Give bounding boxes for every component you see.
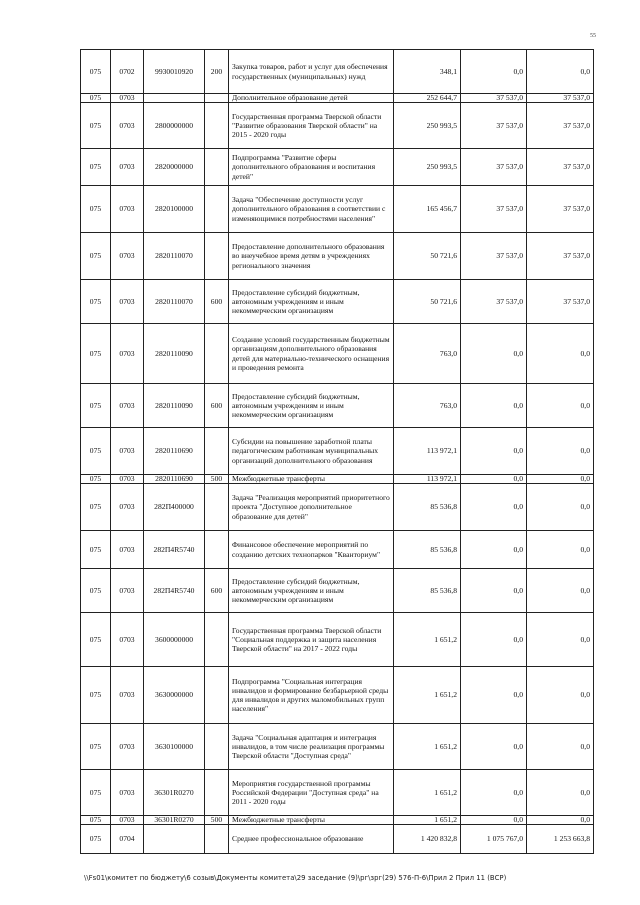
col-amount-3: 0,0 [527, 569, 594, 613]
col-section: 0703 [111, 667, 144, 724]
col-target-article: 2820110070 [144, 280, 205, 324]
col-target-article: 3630100000 [144, 724, 205, 770]
col-amount-3: 37 537,0 [527, 233, 594, 280]
col-section: 0703 [111, 613, 144, 667]
table-row [81, 667, 594, 724]
col-target-article: 9930010920 [144, 50, 205, 94]
table-row [81, 94, 594, 103]
col-expense-type [205, 186, 229, 233]
col-amount-3: 1 253 663,8 [527, 825, 594, 854]
col-amount-3: 0,0 [527, 475, 594, 484]
col-amount-3: 0,0 [527, 816, 594, 825]
col-section: 0703 [111, 569, 144, 613]
col-amount-1: 252 644,7 [394, 94, 461, 103]
col-section: 0704 [111, 825, 144, 854]
col-expense-type [205, 103, 229, 149]
col-amount-1: 1 420 832,8 [394, 825, 461, 854]
col-description: Предоставление дополнительного образования во внеучебное время детям в учреждениях регионального значения [229, 233, 394, 280]
col-amount-2: 37 537,0 [461, 103, 527, 149]
col-expense-type [205, 324, 229, 384]
col-amount-2: 0,0 [461, 428, 527, 475]
col-amount-1: 165 456,7 [394, 186, 461, 233]
budget-table [80, 49, 594, 854]
col-amount-2: 37 537,0 [461, 280, 527, 324]
col-target-article: 282П4R5740 [144, 569, 205, 613]
table-row [81, 324, 594, 384]
col-amount-2: 0,0 [461, 816, 527, 825]
col-amount-2: 0,0 [461, 724, 527, 770]
col-department: 075 [81, 816, 111, 825]
col-target-article: 2820110070 [144, 233, 205, 280]
col-amount-1: 85 536,8 [394, 484, 461, 531]
col-section: 0702 [111, 50, 144, 94]
col-amount-3: 37 537,0 [527, 94, 594, 103]
table-row [81, 103, 594, 149]
col-amount-1: 1 651,2 [394, 613, 461, 667]
col-description: Среднее профессиональное образование [229, 825, 394, 854]
col-section: 0703 [111, 816, 144, 825]
col-amount-2: 37 537,0 [461, 94, 527, 103]
col-amount-1: 250 993,5 [394, 103, 461, 149]
col-amount-1: 50 721,6 [394, 280, 461, 324]
col-description: Межбюджетные трансферты [229, 475, 394, 484]
col-expense-type: 500 [205, 475, 229, 484]
col-department: 075 [81, 233, 111, 280]
table-row [81, 280, 594, 324]
col-amount-1: 348,1 [394, 50, 461, 94]
col-department: 075 [81, 149, 111, 186]
col-section: 0703 [111, 428, 144, 475]
col-expense-type [205, 428, 229, 475]
table-row [81, 816, 594, 825]
col-amount-3: 37 537,0 [527, 280, 594, 324]
col-section: 0703 [111, 531, 144, 569]
col-section: 0703 [111, 770, 144, 816]
table-row [81, 475, 594, 484]
col-description: Подпрограмма "Социальная интеграция инвалидов и формирование безбарьерной среды для инвалидов и других маломобильных групп населения" [229, 667, 394, 724]
col-amount-2: 37 537,0 [461, 186, 527, 233]
table-row [81, 428, 594, 475]
col-department: 075 [81, 475, 111, 484]
col-amount-3: 37 537,0 [527, 149, 594, 186]
table-row [81, 613, 594, 667]
col-department: 075 [81, 186, 111, 233]
col-amount-3: 0,0 [527, 724, 594, 770]
col-amount-1: 113 972,1 [394, 475, 461, 484]
col-expense-type: 500 [205, 816, 229, 825]
col-amount-1: 113 972,1 [394, 428, 461, 475]
col-amount-1: 250 993,5 [394, 149, 461, 186]
table-row [81, 484, 594, 531]
col-expense-type [205, 613, 229, 667]
col-amount-2: 0,0 [461, 384, 527, 428]
col-target-article: 282П400000 [144, 484, 205, 531]
col-amount-3: 37 537,0 [527, 186, 594, 233]
col-amount-2: 0,0 [461, 324, 527, 384]
col-department: 075 [81, 94, 111, 103]
col-description: Предоставление субсидий бюджетным, автономным учреждениям и иным некоммерческим организациям [229, 280, 394, 324]
col-amount-1: 85 536,8 [394, 531, 461, 569]
col-amount-1: 763,0 [394, 384, 461, 428]
col-expense-type [205, 149, 229, 186]
table-row [81, 233, 594, 280]
col-amount-1: 1 651,2 [394, 816, 461, 825]
col-amount-1: 763,0 [394, 324, 461, 384]
col-section: 0703 [111, 233, 144, 280]
col-expense-type [205, 825, 229, 854]
col-amount-3: 0,0 [527, 667, 594, 724]
col-amount-2: 0,0 [461, 667, 527, 724]
col-description: Предоставление субсидий бюджетным, автономным учреждениям и иным некоммерческим организациям [229, 569, 394, 613]
col-description: Государственная программа Тверской области "Развитие образования Тверской области" на 2015 - 2020 годы [229, 103, 394, 149]
col-amount-1: 1 651,2 [394, 770, 461, 816]
col-amount-2: 0,0 [461, 50, 527, 94]
col-expense-type [205, 484, 229, 531]
col-description: Задача "Реализация мероприятий приоритетного проекта "Доступное дополнительное образование для детей" [229, 484, 394, 531]
col-description: Задача "Социальная адаптация и интеграция инвалидов, в том числе реализация программы Тверской области "Доступная среда" [229, 724, 394, 770]
col-amount-3: 0,0 [527, 531, 594, 569]
col-description: Межбюджетные трансферты [229, 816, 394, 825]
table-row [81, 724, 594, 770]
col-description: Дополнительное образование детей [229, 94, 394, 103]
col-department: 075 [81, 667, 111, 724]
page-number: 55 [590, 33, 596, 39]
table-row [81, 825, 594, 854]
col-department: 075 [81, 724, 111, 770]
col-amount-3: 0,0 [527, 324, 594, 384]
col-department: 075 [81, 531, 111, 569]
col-amount-3: 0,0 [527, 613, 594, 667]
col-expense-type: 200 [205, 50, 229, 94]
col-target-article: 2820110690 [144, 428, 205, 475]
table-row [81, 149, 594, 186]
col-department: 075 [81, 484, 111, 531]
col-amount-1: 85 536,8 [394, 569, 461, 613]
col-target-article: 2820000000 [144, 149, 205, 186]
col-section: 0703 [111, 484, 144, 531]
col-expense-type: 600 [205, 384, 229, 428]
col-section: 0703 [111, 324, 144, 384]
col-expense-type [205, 770, 229, 816]
col-description: Создание условий государственным бюджетным организациям дополнительного образования детей для материально-технического оснащения и проведения ремонта [229, 324, 394, 384]
col-amount-2: 37 537,0 [461, 149, 527, 186]
col-amount-1: 50 721,6 [394, 233, 461, 280]
col-amount-2: 0,0 [461, 613, 527, 667]
col-target-article: 2820110690 [144, 475, 205, 484]
col-amount-2: 37 537,0 [461, 233, 527, 280]
col-expense-type [205, 724, 229, 770]
col-amount-3: 0,0 [527, 770, 594, 816]
col-description: Задача "Обеспечение доступности услуг дополнительного образования в соответствии с изменяющимися потребностями населения" [229, 186, 394, 233]
col-department: 075 [81, 50, 111, 94]
col-description: Финансовое обеспечение мероприятий по созданию детских технопарков "Кванториум" [229, 531, 394, 569]
col-amount-2: 0,0 [461, 475, 527, 484]
col-amount-3: 0,0 [527, 50, 594, 94]
col-amount-2: 0,0 [461, 484, 527, 531]
col-description: Предоставление субсидий бюджетным, автономным учреждениям и иным некоммерческим организациям [229, 384, 394, 428]
col-amount-3: 0,0 [527, 384, 594, 428]
col-expense-type [205, 531, 229, 569]
table-row [81, 531, 594, 569]
col-target-article: 3600000000 [144, 613, 205, 667]
col-target-article [144, 825, 205, 854]
col-department: 075 [81, 384, 111, 428]
col-amount-1: 1 651,2 [394, 667, 461, 724]
col-target-article: 2800000000 [144, 103, 205, 149]
col-amount-1: 1 651,2 [394, 724, 461, 770]
col-department: 075 [81, 428, 111, 475]
file-path-footer: \\Fs01\комитет по бюджету\6 созыв\Документы комитета\29 заседание (9)\рг\зрг(29) 576-П-6\Прил 2 Прил 11 (ВСР) [84, 874, 507, 882]
col-department: 075 [81, 825, 111, 854]
col-amount-2: 0,0 [461, 531, 527, 569]
col-expense-type [205, 233, 229, 280]
table-row [81, 384, 594, 428]
table-row [81, 50, 594, 94]
col-section: 0703 [111, 149, 144, 186]
col-target-article: 2820110090 [144, 384, 205, 428]
col-section: 0703 [111, 724, 144, 770]
col-description: Государственная программа Тверской области "Социальная поддержка и защита населения Тверской области" на 2017 - 2022 годы [229, 613, 394, 667]
col-expense-type [205, 94, 229, 103]
table-row [81, 770, 594, 816]
col-amount-3: 37 537,0 [527, 103, 594, 149]
col-target-article: 282П4R5740 [144, 531, 205, 569]
col-department: 075 [81, 103, 111, 149]
col-expense-type [205, 667, 229, 724]
col-expense-type: 600 [205, 569, 229, 613]
col-description: Мероприятия государственной программы Российской Федерации "Доступная среда" на 2011 - 2020 годы [229, 770, 394, 816]
col-section: 0703 [111, 103, 144, 149]
col-description: Подпрограмма "Развитие сферы дополнительного образования и воспитания детей" [229, 149, 394, 186]
col-description: Закупка товаров, работ и услуг для обеспечения государственных (муниципальных) нужд [229, 50, 394, 94]
col-section: 0703 [111, 475, 144, 484]
col-department: 075 [81, 569, 111, 613]
col-amount-2: 0,0 [461, 569, 527, 613]
col-section: 0703 [111, 186, 144, 233]
col-target-article: 36301R0270 [144, 816, 205, 825]
col-section: 0703 [111, 94, 144, 103]
col-amount-2: 1 075 767,0 [461, 825, 527, 854]
col-description: Субсидии на повышение заработной платы педагогическим работникам муниципальных организаций дополнительного образования [229, 428, 394, 475]
col-section: 0703 [111, 384, 144, 428]
table-row [81, 569, 594, 613]
col-target-article: 2820100000 [144, 186, 205, 233]
col-expense-type: 600 [205, 280, 229, 324]
col-target-article: 3630000000 [144, 667, 205, 724]
col-section: 0703 [111, 280, 144, 324]
col-department: 075 [81, 770, 111, 816]
col-amount-2: 0,0 [461, 770, 527, 816]
col-target-article: 2820110090 [144, 324, 205, 384]
table-row [81, 186, 594, 233]
col-department: 075 [81, 613, 111, 667]
col-amount-3: 0,0 [527, 428, 594, 475]
col-target-article: 36301R0270 [144, 770, 205, 816]
col-department: 075 [81, 324, 111, 384]
col-target-article [144, 94, 205, 103]
col-department: 075 [81, 280, 111, 324]
col-amount-3: 0,0 [527, 484, 594, 531]
